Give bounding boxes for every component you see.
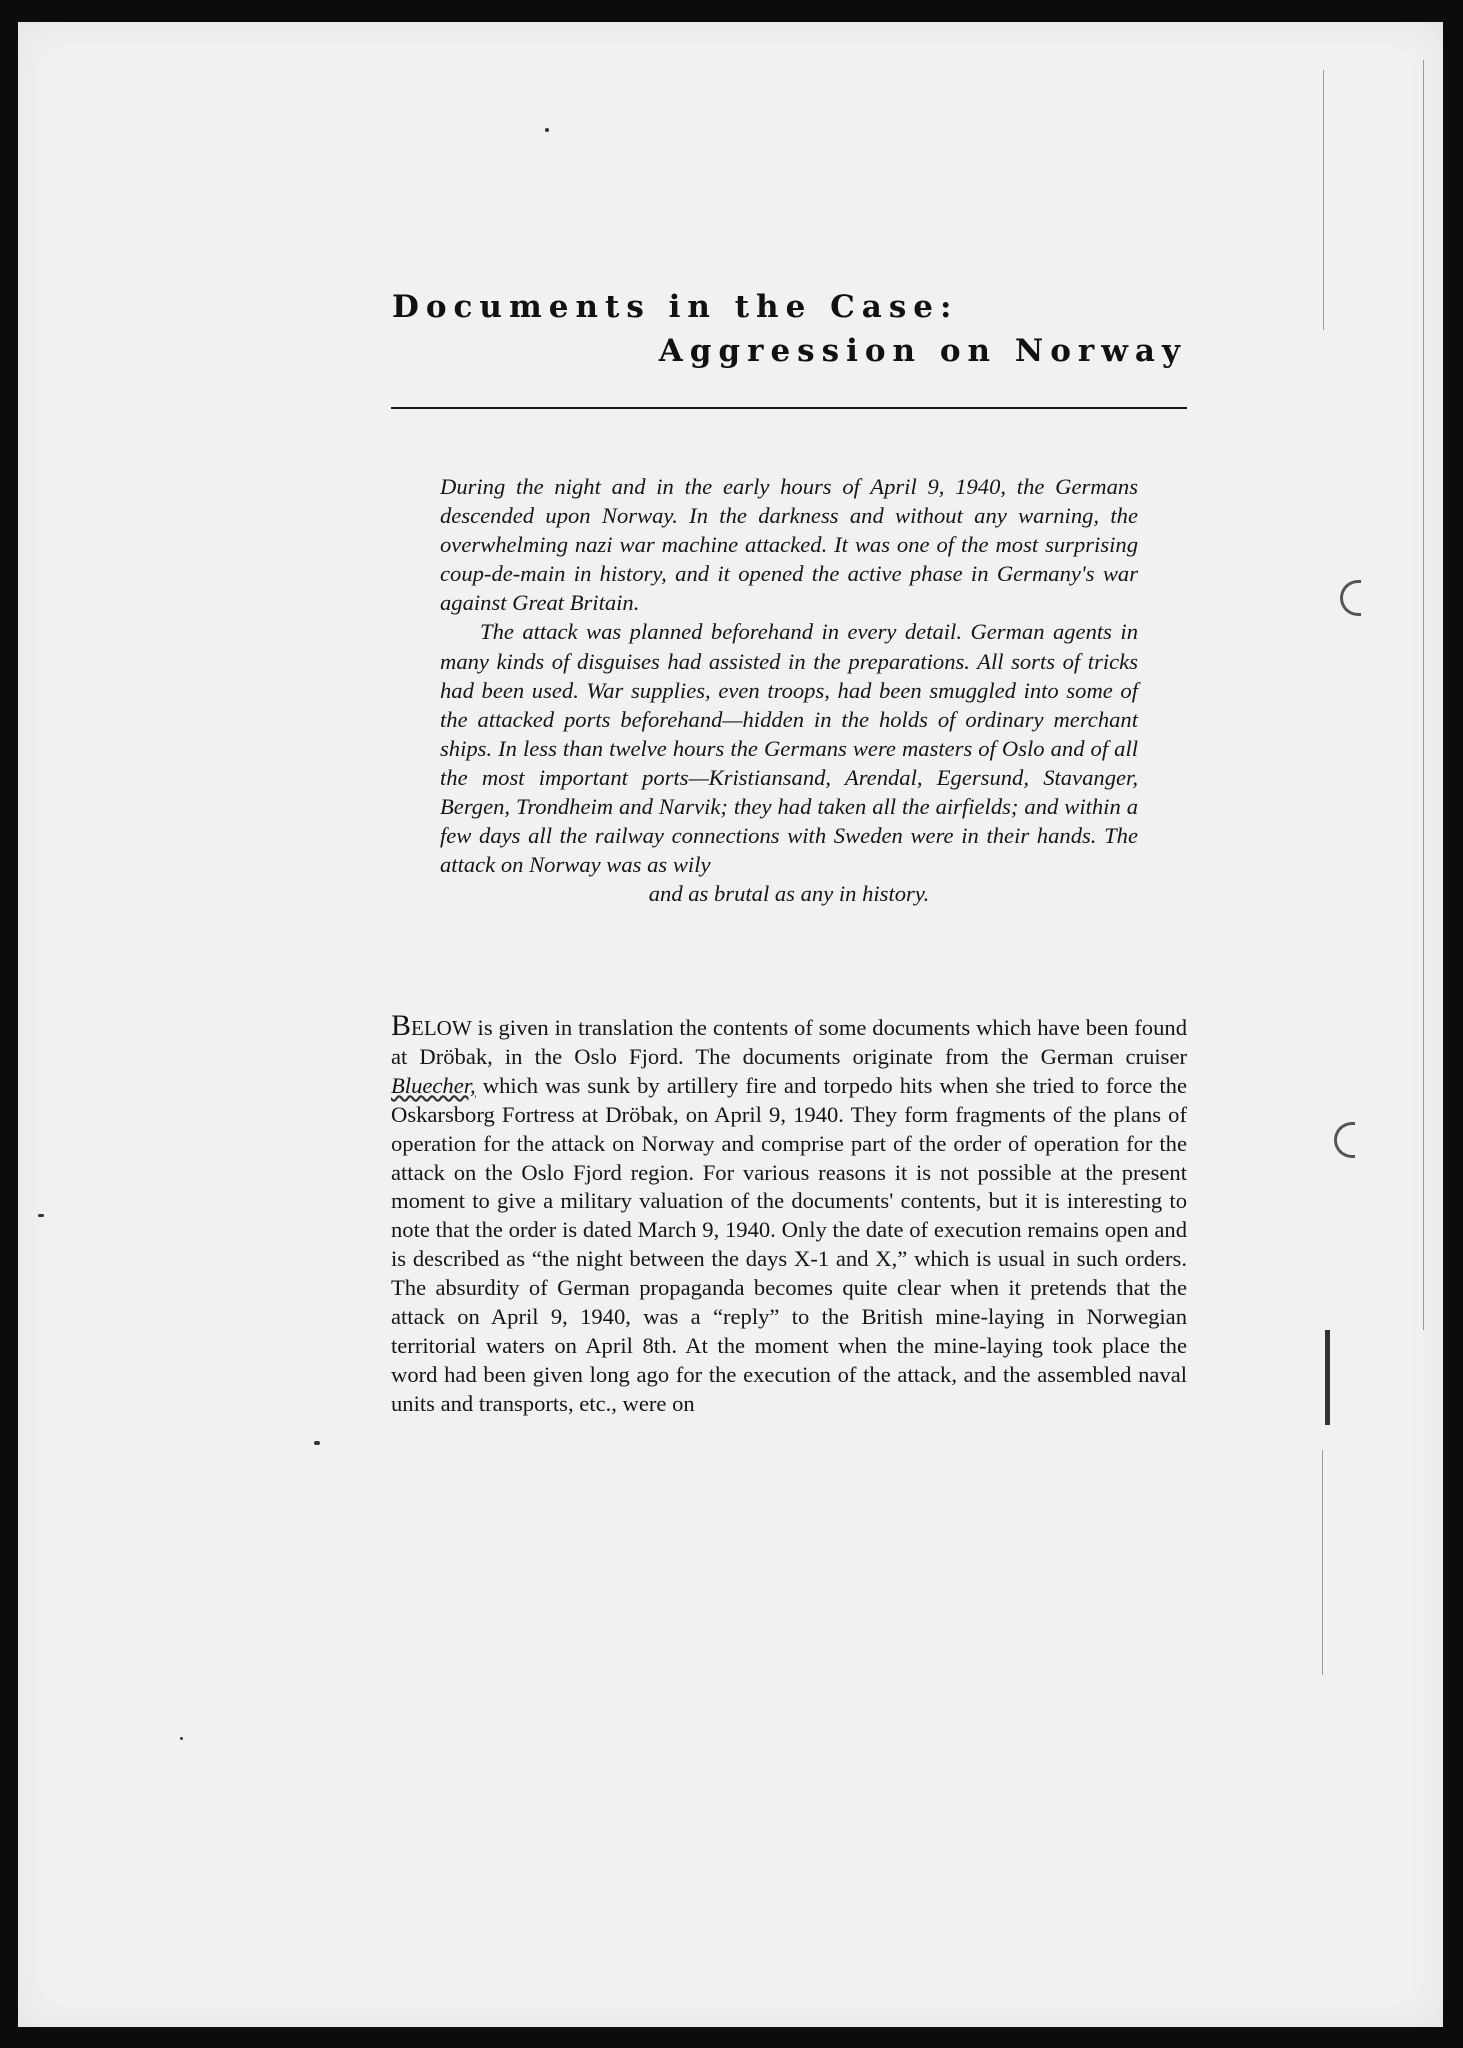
page-edge-line bbox=[1322, 1450, 1323, 1675]
margin-bar-mark bbox=[1325, 1330, 1330, 1425]
body-text-b: which was sunk by artillery fire and torpedo hits when she tried to force the Oskarsborg Fortress at Dröbak, on April 9, 1940. They form fragments of the plans of operation for the attack on Norway and comprise part of the order of operation for the attack on the Oslo Fjord region. For various reasons it is not possible at the present moment to give a military valuation of the documents' contents, but it is interesting to note that the order is dated March 9, 1940. Only the date of execution remains open and is described as “the night between the days X-1 and X,” which is usual in such orders. The absurdity of German propaganda becomes quite clear when it pretends that the attack on April 9, 1940, was a “reply” to the British mine-laying in Norwegian territorial waters on April 8th. At the moment when the mine-laying took place the word had been given long ago for the execution of the attack, and the assembled naval units and transports, etc., were on bbox=[391, 1072, 1187, 1416]
page-title bbox=[392, 285, 1187, 373]
body-paragraph bbox=[391, 1009, 1187, 1419]
page-edge-line bbox=[1323, 70, 1324, 330]
title-line-1: Documents in the Case: bbox=[392, 289, 959, 325]
dust-speck bbox=[38, 1214, 44, 1217]
body-text-a: is given in translation the contents of some documents which have been found at Dröbak, in the Oslo Fjord. The documents originate from the German cruiser bbox=[391, 1015, 1187, 1069]
title-line-2: Aggression on Norway bbox=[658, 333, 1187, 369]
intro-block bbox=[440, 472, 1138, 908]
intro-paragraph-2: The attack was planned beforehand in every detail. German agents in many kinds of disguises had assisted in the preparations. All sorts of tricks had been used. War supplies, even troops, had been smuggled into some of the attacked ports beforehand—hidden in the holds of ordinary merchant ships. In less than twelve hours the Germans were masters of Oslo and of all the most important ports—Kristiansand, Arendal, Egersund, Stavanger, Bergen, Trondheim and Narvik; they had taken all the airfields; and within a few days all the railway connections with Sweden were in their hands. The attack on Norway was as wily bbox=[440, 619, 1138, 878]
intro-paragraph-1: During the night and in the early hours of April 9, 1940, the Germans descended upon Norway. In the darkness and without any warning, the overwhelming nazi war machine attacked. It was one of the most surprising coup-de-main in history, and it opened the active phase in Germany's war against Great Britain. bbox=[440, 474, 1138, 616]
dust-speck bbox=[180, 1737, 183, 1740]
body-block bbox=[391, 1009, 1187, 1419]
dust-speck bbox=[545, 128, 549, 132]
dust-speck bbox=[314, 1441, 320, 1445]
drop-cap-word: Below bbox=[391, 1009, 472, 1042]
page-edge-line bbox=[1423, 60, 1424, 1330]
title-divider bbox=[391, 407, 1187, 409]
ship-name: Bluecher, bbox=[391, 1072, 476, 1098]
intro-paragraph-2-last-line: and as brutal as any in history. bbox=[648, 881, 930, 907]
